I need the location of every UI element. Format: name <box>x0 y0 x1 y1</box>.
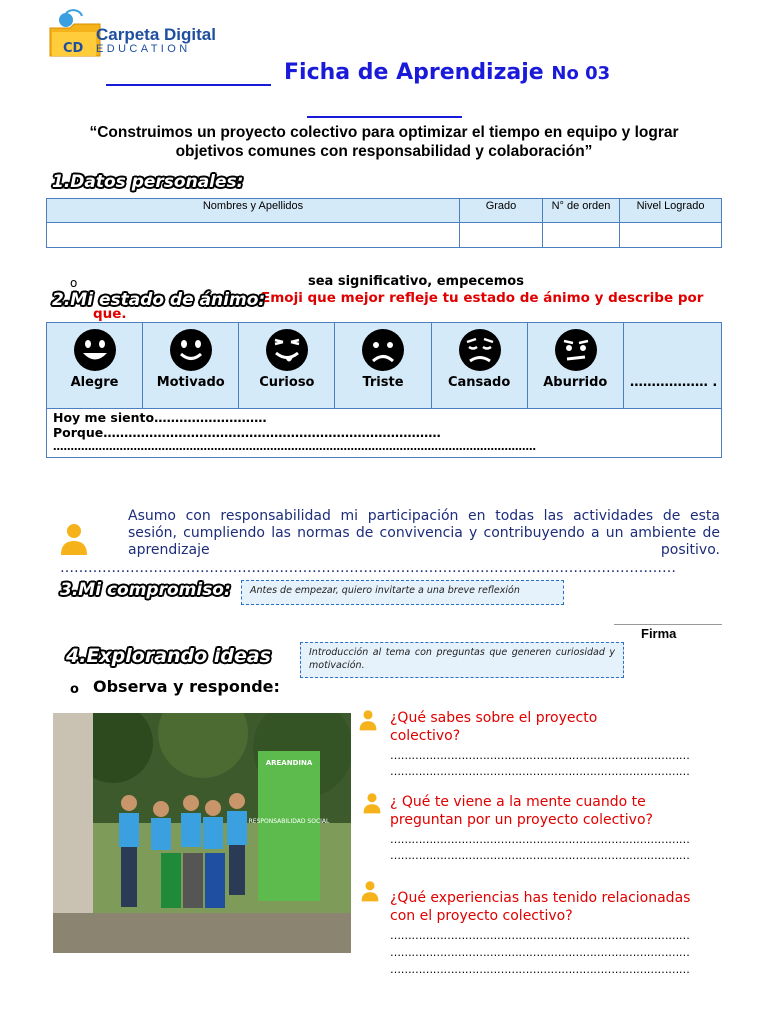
mood-line-blank: ………………………………………………………………………………………………………………………… <box>53 441 536 453</box>
mood-line-why: Porque……………………………………………………………………… <box>53 425 441 440</box>
mood-label: Cansado <box>447 375 511 390</box>
mood-label: Triste <box>362 375 404 390</box>
answer-line[interactable]: ………………………………………………………………………… <box>390 963 690 976</box>
title-main: Ficha de Aprendizaje <box>284 60 544 85</box>
section-heading-explorando: 4.Explorando ideas <box>66 645 271 667</box>
commitment-text: Asumo con responsabilidad mi participación en todas las actividades de esta sesión, cumpliendo las normas de convivencia y contribuyendo a un ambiente de aprendizaje positivo. <box>128 508 720 558</box>
mood-label: Aburrido <box>543 375 608 390</box>
mood-option-other[interactable] <box>624 323 721 408</box>
answer-line[interactable]: ………………………………………………………………………… <box>390 765 690 778</box>
banner-brand: AREANDINA <box>265 759 313 767</box>
tired-face-icon <box>458 328 502 372</box>
question-3: ¿Qué experiencias has tenido relacionadas con el proyecto colectivo? <box>390 890 691 924</box>
person-icon <box>60 522 88 560</box>
mood-label: Alegre <box>70 375 119 390</box>
answer-line[interactable]: ………………………………………………………………………… <box>390 929 690 942</box>
brand-badge: CD <box>63 41 84 56</box>
question-2: ¿ Qué te viene a la mente cuando te preguntan por un proyecto colectivo? <box>390 794 653 828</box>
bullet-marker: o <box>70 682 79 697</box>
motto-quote: “Construimos un proyecto colectivo para optimizar el tiempo en equipo y lograr objetivos comunes con responsabilidad y colaboración” <box>89 124 679 160</box>
mood-instruction: Emoji que mejor refleje tu estado de ánimo y describe por que. <box>93 290 704 322</box>
mood-option-motivado[interactable] <box>143 323 239 408</box>
section-heading-compromiso: 3.Mi compromiso: <box>60 580 231 600</box>
banner-text: RESPONSABILIDAD SOCIAL <box>248 818 330 825</box>
bored-face-icon <box>554 328 598 372</box>
input-grado[interactable] <box>460 223 543 248</box>
answer-line[interactable]: ………………………………………………………………………… <box>390 946 690 959</box>
mood-option-aburrido[interactable] <box>528 323 624 408</box>
section-heading-animo: 2.Mi estado de ánimo: <box>52 290 266 310</box>
mood-line-feel: Hoy me siento……………………… <box>53 410 267 425</box>
mood-table <box>46 322 722 458</box>
title-number: No 03 <box>551 63 611 84</box>
col-orden: N° de orden <box>543 199 620 223</box>
page-title <box>284 60 610 85</box>
brand-name: Carpeta Digital <box>96 25 216 44</box>
signature-line[interactable] <box>614 624 722 625</box>
smiling-face-icon <box>169 328 213 372</box>
input-orden[interactable] <box>543 223 620 248</box>
mood-options-row <box>47 323 721 409</box>
answer-line[interactable]: ………………………………………………………………………… <box>390 849 690 862</box>
mood-option-cansado[interactable] <box>432 323 528 408</box>
mood-intro-text: sea significativo, empecemos <box>308 274 524 289</box>
section-heading-datos: 1.Datos personales: <box>52 172 244 192</box>
col-nivel: Nivel Logrado <box>620 199 722 223</box>
other-mood-blank: ……………… . <box>629 375 718 390</box>
person-icon <box>358 709 378 735</box>
title-underline-left <box>106 84 271 86</box>
signature-label: Firma <box>641 626 677 641</box>
winking-tongue-face-icon <box>265 328 309 372</box>
col-nombres: Nombres y Apellidos <box>47 199 460 223</box>
input-nombres[interactable] <box>47 223 460 248</box>
person-icon <box>360 880 380 906</box>
input-nivel[interactable] <box>620 223 722 248</box>
observe-prompt: Observa y responde: <box>93 677 280 696</box>
intro-note: Introducción al tema con preguntas que generen curiosidad y motivación. <box>300 642 624 678</box>
mood-label: Curioso <box>259 375 315 390</box>
reflection-note: Antes de empezar, quiero invitarte a una breve reflexión <box>241 580 564 605</box>
students-photo <box>53 713 351 953</box>
mood-label: Motivado <box>156 375 225 390</box>
mood-option-triste[interactable] <box>335 323 431 408</box>
answer-line[interactable]: ………………………………………………………………………… <box>390 833 690 846</box>
brand-subtitle: EDUCATION <box>96 43 191 55</box>
grinning-face-icon <box>73 328 117 372</box>
col-grado: Grado <box>460 199 543 223</box>
bullet-marker: o <box>70 276 78 290</box>
datos-table <box>46 198 722 248</box>
sad-face-icon <box>361 328 405 372</box>
title-underline-bottom <box>307 116 462 118</box>
person-icon <box>362 792 382 818</box>
mood-description[interactable] <box>53 410 536 455</box>
commitment-blank: …………………………………………………………………………………………………………………… <box>60 560 676 576</box>
mood-option-alegre[interactable] <box>47 323 143 408</box>
answer-line[interactable]: ………………………………………………………………………… <box>390 749 690 762</box>
question-1: ¿Qué sabes sobre el proyecto colectivo? <box>390 710 598 744</box>
mood-option-curioso[interactable] <box>239 323 335 408</box>
